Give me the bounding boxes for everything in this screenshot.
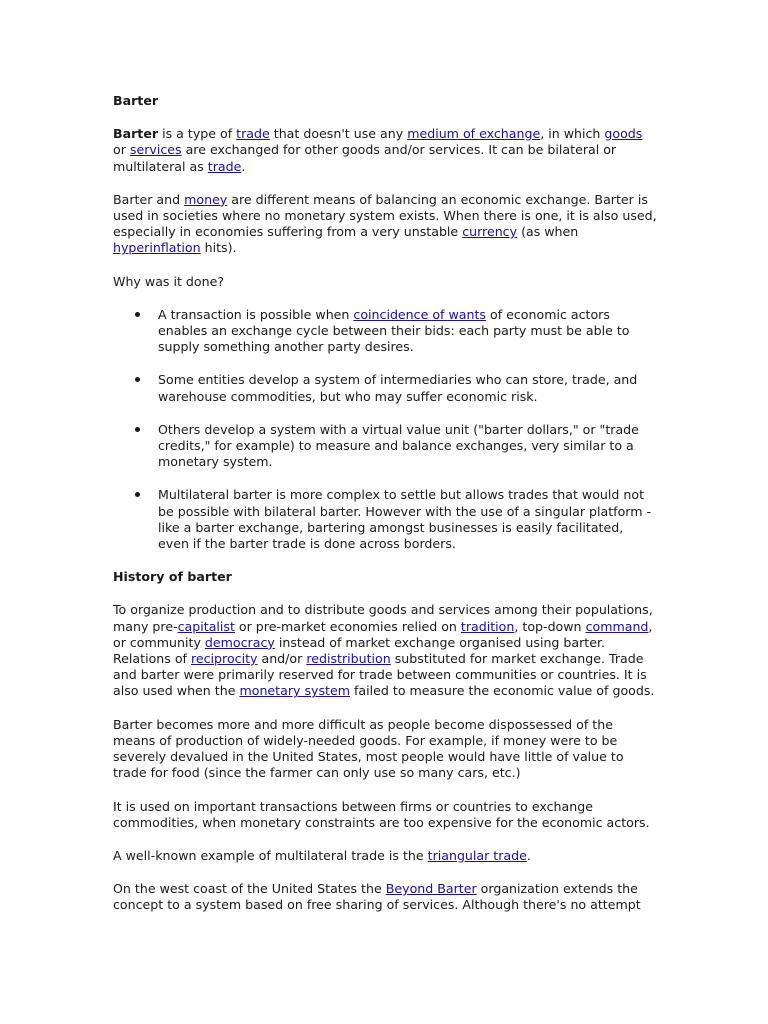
- text-run: hits).: [200, 240, 237, 256]
- link-trade[interactable]: trade: [236, 126, 270, 142]
- link-redistribution[interactable]: redistribution: [306, 651, 391, 667]
- history-paragraph-2: Barter becomes more and more difficult as people become dispossessed of the means of production of widely-needed goods. For example, if money were to be severely devalued in the United States, most people would have little of value to trade for food (since the farmer can only use so many cars, etc.): [113, 716, 624, 781]
- reasons-list: [113, 307, 658, 552]
- text-run: On the west coast of the United States the: [113, 881, 386, 897]
- text-run: A transaction is possible when: [158, 306, 354, 322]
- text-run: , in which: [540, 126, 605, 142]
- text-run: Others develop a system with a virtual value unit ("barter dollars," or "trade credits," for example) to measure and balance exchanges, very similar to a monetary system.: [158, 421, 639, 470]
- history-paragraph-4: [113, 848, 658, 864]
- link-coincidence-of-wants[interactable]: coincidence of wants: [353, 306, 486, 322]
- link-tradition[interactable]: tradition: [460, 618, 515, 634]
- text-run: is a type of: [158, 126, 237, 142]
- text-run: of economic actors enables an exchange cycle between their bids: each party must be able to supply something another party desires.: [158, 306, 630, 355]
- money-paragraph: [113, 192, 658, 257]
- history-paragraph-5: [113, 881, 658, 913]
- text-run: Multilateral barter is more complex to settle but allows trades that would not be possible with bilateral barter. However with the use of a singular platform - like a barter exchange, bartering amongst businesses is easily facilitated, even if the barter trade is done across borders.: [158, 487, 652, 552]
- text-run: , top-down: [514, 618, 586, 634]
- link-goods[interactable]: goods: [604, 126, 643, 142]
- text-run: Barter and: [113, 191, 185, 207]
- text-run: failed to measure the economic value of goods.: [350, 683, 655, 699]
- link-democracy[interactable]: democracy: [204, 634, 275, 650]
- history-paragraph-1: [113, 602, 658, 699]
- list-item: [113, 422, 658, 471]
- link-services[interactable]: services: [129, 142, 182, 158]
- why-heading: Why was it done?: [113, 273, 225, 289]
- list-item: [113, 372, 658, 404]
- link-trade-2[interactable]: trade: [207, 158, 242, 174]
- link-beyond-barter[interactable]: Beyond Barter: [385, 881, 477, 897]
- bullet-icon: [135, 377, 140, 382]
- text-run: (as when: [517, 224, 579, 240]
- link-triangular-trade[interactable]: triangular trade: [427, 847, 527, 863]
- text-run: are different means of balancing an economic exchange. Barter is used in societies where no monetary system exists. When there is one, it is also used, especially in economies suffering from a very unstable: [113, 191, 657, 240]
- bullet-icon: [135, 427, 140, 432]
- link-currency[interactable]: currency: [462, 224, 518, 240]
- link-monetary-system[interactable]: monetary system: [239, 683, 350, 699]
- link-hyperinflation[interactable]: hyperinflation: [113, 240, 201, 256]
- text-run: .: [526, 847, 531, 863]
- history-heading: History of barter: [113, 569, 232, 585]
- bullet-icon: [135, 312, 140, 317]
- text-run: that doesn't use any: [269, 126, 408, 142]
- text-run: and/or: [257, 651, 307, 667]
- intro-paragraph: [113, 126, 658, 175]
- list-item: [113, 307, 658, 356]
- history-paragraph-3: It is used on important transactions between firms or countries to exchange commodities, when monetary constraints are too expensive for the economic actors.: [113, 798, 650, 830]
- text-run: or: [113, 142, 130, 158]
- link-money[interactable]: money: [184, 191, 228, 207]
- page-title: Barter: [113, 93, 159, 108]
- list-item: [113, 487, 658, 552]
- text-run: .: [241, 158, 246, 174]
- article-body: [113, 93, 658, 914]
- text-run: instead of market exchange organised using barter. Relations of: [113, 634, 606, 667]
- text-run: organization extends the concept to a system based on free sharing of services. Although there's no attempt: [113, 881, 641, 913]
- text-run: substituted for market exchange. Trade and barter were primarily reserved for trade between communities or countries. It is also used when the: [113, 651, 647, 699]
- text-run: To organize production and to distribute goods and services among their populations, many pre-: [113, 602, 653, 634]
- link-reciprocity[interactable]: reciprocity: [190, 651, 258, 667]
- link-medium-of-exchange[interactable]: medium of exchange: [407, 126, 541, 142]
- bullet-icon: [135, 492, 140, 497]
- text-run: or pre-market economies relied on: [234, 618, 461, 634]
- text-run: , or community: [113, 618, 653, 650]
- link-command[interactable]: command: [585, 618, 649, 634]
- barter-term: Barter: [113, 126, 159, 142]
- text-run: are exchanged for other goods and/or services. It can be bilateral or multilateral as: [113, 142, 617, 174]
- link-capitalist[interactable]: capitalist: [177, 618, 235, 634]
- text-run: A well-known example of multilateral trade is the: [113, 847, 428, 863]
- text-run: Some entities develop a system of intermediaries who can store, trade, and warehouse commodities, but who may suffer economic risk.: [158, 372, 638, 404]
